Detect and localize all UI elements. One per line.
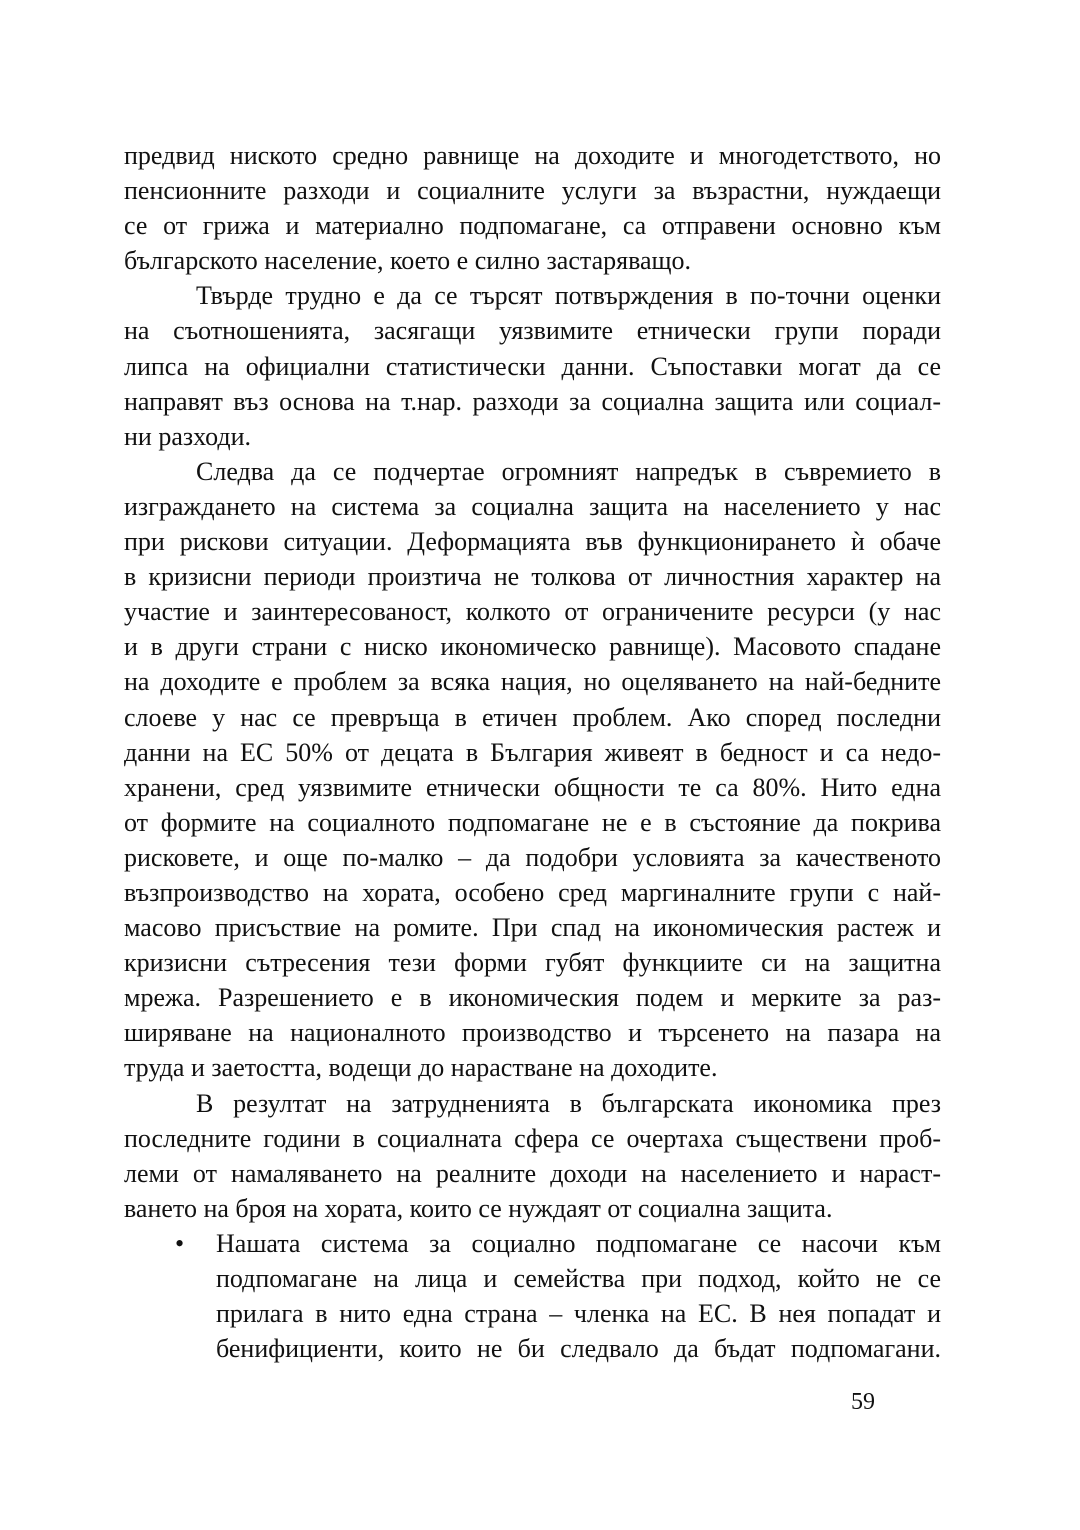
text-line: участие и заинтересованост, колкото от ограничените ресурси (у нас (124, 597, 941, 627)
text-line: и в други страни с ниско икономическо равнище). Масовото спадане (124, 632, 941, 662)
text-line: ширяване на националното производство и търсенето на пазара на (124, 1018, 941, 1048)
bullet-icon: • (175, 1228, 185, 1258)
text-line: в кризисни периоди произтича не толкова от личностния характер на (124, 562, 941, 592)
text-line: възпроизводство на хората, особено сред маргиналните групи с най- (124, 877, 941, 907)
text-line: труда и заетостта, водещи до нарастване на доходите. (124, 1053, 718, 1083)
text-line: бенифициенти, които не би следвало да бъдат подпомагани. (216, 1334, 941, 1364)
text-line: от формите на социалното подпомагане не е в състояние да покрива (124, 807, 941, 837)
text-line: В резултат на затрудненията в българската икономика през (196, 1088, 941, 1118)
text-line: масово присъствие на ромите. При спад на икономическия растеж и (124, 913, 941, 943)
text-line: прилага в нито една страна – членка на ЕС. В нея попадат и (216, 1299, 941, 1329)
paragraph-3 (124, 454, 941, 1086)
text-line: мрежа. Разрешението е в икономическия подем и мерките за раз- (124, 983, 941, 1013)
paragraph-2 (124, 278, 941, 453)
text-line: предвид ниското средно равнище на доходите и многодетството, но (124, 141, 941, 170)
text-line: подпомагане на лица и семейства при подход, който не се (216, 1264, 941, 1293)
text-line: кризисни сътресения тези форми губят функциите си на защитна (124, 948, 941, 978)
page-number: 59 (851, 1389, 875, 1415)
bullet-item (175, 1226, 941, 1366)
text-line: българското население, което е силно застаряващо. (124, 246, 692, 276)
text-line: направят въз основа на т.нар. разходи за социална защита или социал- (124, 386, 941, 416)
text-line: слоеве у нас се превръща в етичен проблем. Ако според последни (124, 702, 941, 732)
text-line: Нашата система за социално подпомагане се насочи към (216, 1228, 941, 1258)
text-line: последните години в социалната сфера се очертаха съществени проб- (124, 1123, 941, 1153)
text-line: при рискови ситуации. Деформацията във функционирането ѝ обаче (124, 527, 941, 557)
text-line: пенсионните разходи и социалните услуги за възрастни, нуждаещи (124, 176, 941, 206)
text-line: хранени, сред уязвимите етнически общности те са 80%. Нито една (124, 772, 941, 802)
text-line: ни разходи. (124, 421, 252, 451)
paragraph-1 (124, 138, 941, 278)
text-line: се от грижа и материално подпомагане, са отправени основно към (124, 211, 941, 241)
text-line: на доходите е проблем за всяка нация, но оцеляването на най-бедните (124, 667, 941, 697)
text-line: рисковете, и още по-малко – да подобри условията за качественото (124, 842, 941, 872)
text-line: изграждането на система за социална защита на населението у нас (124, 491, 941, 521)
text-line: леми от намаляването на реалните доходи на населението и нараст- (124, 1158, 941, 1188)
text-line: Следва да се подчертае огромният напредък в съвремието в (196, 456, 941, 486)
paragraph-4 (124, 1086, 941, 1226)
text-line: данни на ЕС 50% от децата в България живеят в бедност и са недо- (124, 737, 941, 767)
text-line: ването на броя на хората, които се нуждаят от социална защита. (124, 1193, 833, 1223)
text-line: на съотношенията, засягащи уязвимите етнически групи поради (124, 316, 941, 346)
text-line: липса на официални статистически данни. Съпоставки могат да се (124, 351, 941, 381)
text-line: Твърде трудно е да се търсят потвърждения в по-точни оценки (196, 281, 941, 311)
page-body (124, 138, 941, 1366)
